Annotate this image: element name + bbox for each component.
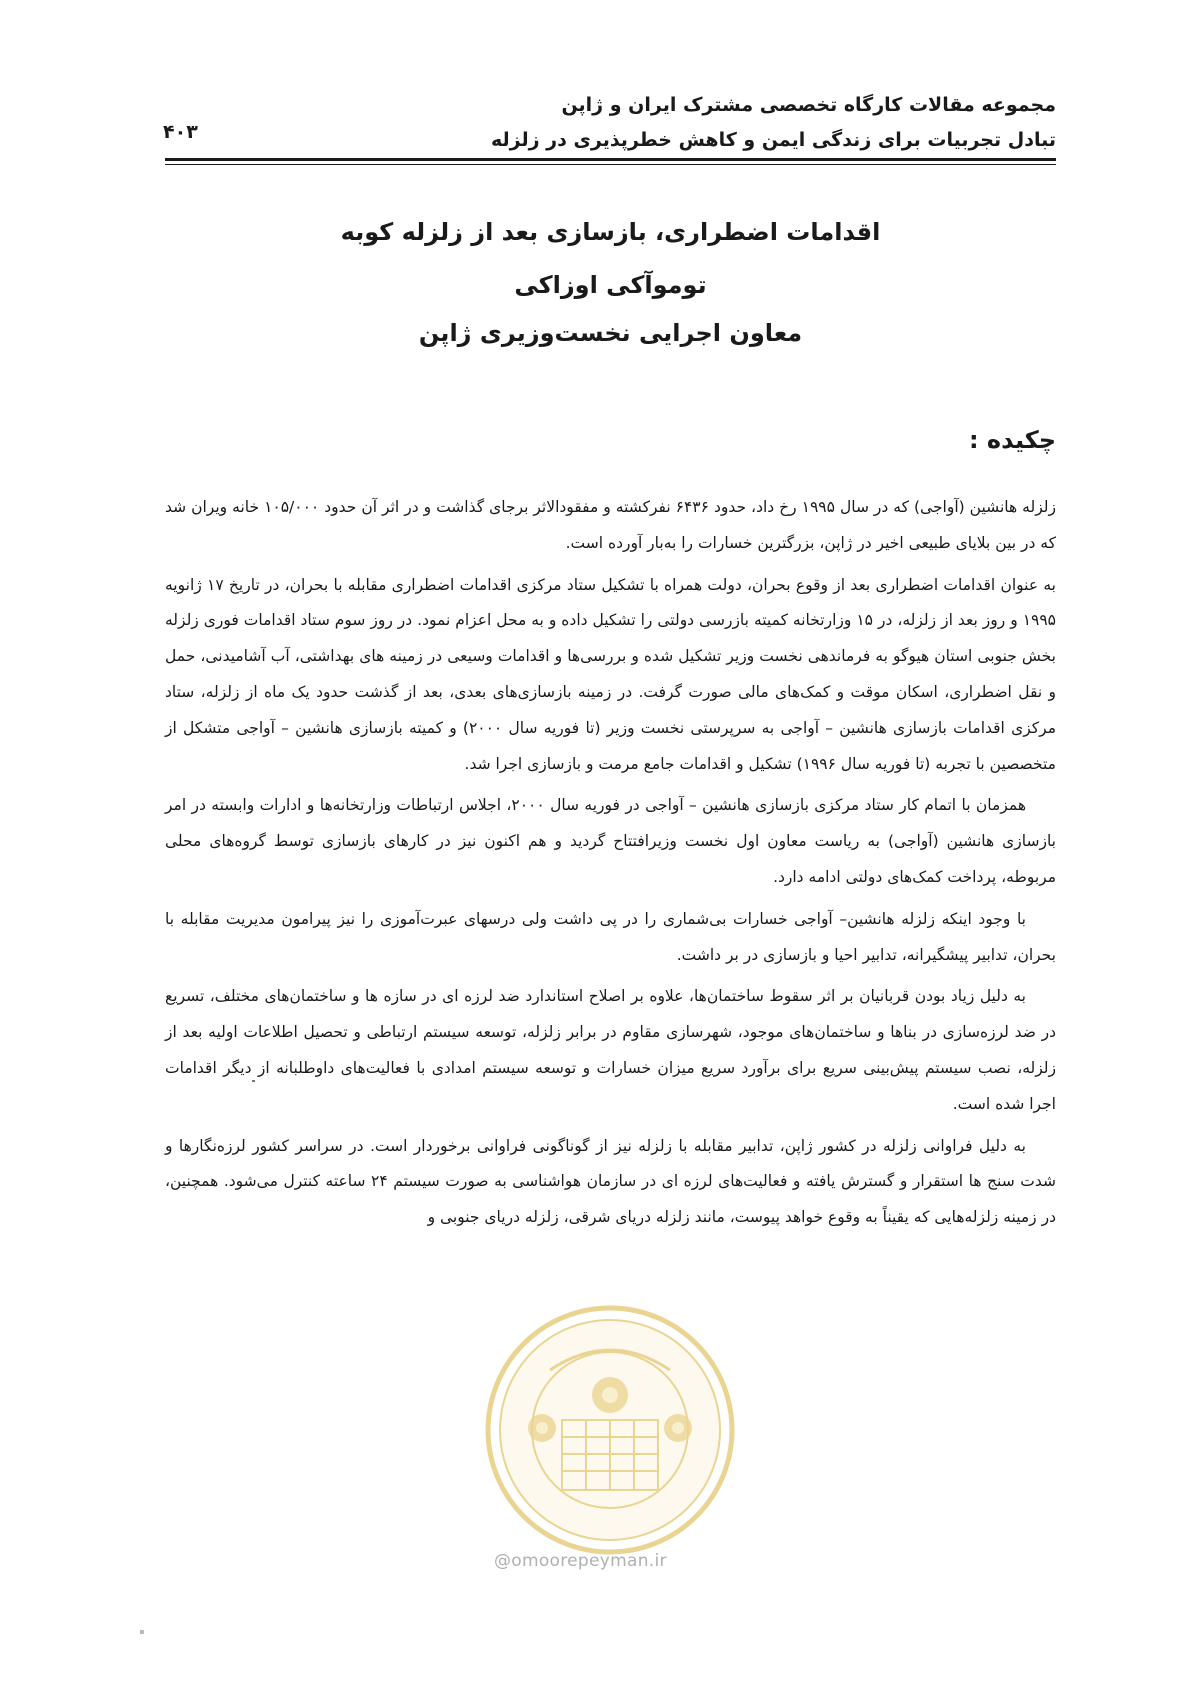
header-rule-thin — [165, 164, 1056, 165]
abstract-paragraph: به دلیل فراوانی زلزله در کشور ژاپن، تدابیر مقابله با زلزله نیز از گوناگونی فراوانی برخوردار است. در سراسر کشور لرزه‌نگارها و شدت سنج ها استقرار و گسترش یافته و فعالیت‌های لرزه ای در سازمان هواشناسی به صورت سیستم ۲۴ ساعته کنترل می‌شود. همچنین، در زمینه زلزله‌هایی که یقیناً به وقوع خواهد پیوست، مانند زلزله دریای شرقی، زلزله دریای جنوبی و — [165, 1136, 1056, 1227]
watermark-caption: @omoorepeyman.ir — [494, 1551, 667, 1571]
scan-edge-mark — [140, 1630, 144, 1634]
abstract-paragraph: زلزله هانشین (آواجی) که در سال ۱۹۹۵ رخ داد، حدود ۶۴۳۶ نفرکشته و مفقودالاثر برجای گذاشت و در اثر آن حدود ۱۰۵/۰۰۰ خانه ویران شد که در بین بلایای طبیعی اخیر در ژاپن، بزرگترین خسارات را به‌بار آورده است. — [165, 498, 1056, 552]
header-title-line-2: تبادل تجربیات برای زندگی ایمن و کاهش خطرپذیری در زلزله — [491, 129, 1056, 151]
abstract-heading: چکیده : — [968, 426, 1056, 454]
watermark-seal-icon — [480, 1300, 740, 1560]
article-title-block — [165, 208, 1056, 357]
page-number: ۴۰۳ — [163, 121, 198, 143]
article-author: توموآکی اوزاکی — [514, 271, 707, 299]
abstract-body — [165, 490, 1056, 1242]
article-title: اقدامات اضطراری، بازسازی بعد از زلزله کوبه — [340, 218, 881, 246]
article-affiliation: معاون اجرایی نخست‌وزیری ژاپن — [418, 319, 803, 347]
header-rule-thick — [165, 158, 1056, 161]
header-title-line-1: مجموعه مقالات کارگاه تخصصی مشترک ایران و ژاپن — [561, 94, 1056, 116]
abstract-paragraph: همزمان با اتمام کار ستاد مرکزی بازسازی هانشین – آواجی در فوریه سال ۲۰۰۰، اجلاس ارتباطات وزارتخانه‌ها و ادارات وابسته در امر بازسازی هانشین (آواجی) به ریاست معاون اول نخست وزیرافتتاح گردید و هم اکنون نیز در کارهای بازسازی توسط گروه‌های محلی مربوطه، پرداخت کمک‌های دولتی ادامه دارد. — [165, 796, 1056, 886]
abstract-paragraph: به دلیل زیاد بودن قربانیان بر اثر سقوط ساختمان‌ها، علاوه بر اصلاح استاندارد ضد لرزه ای در سازه ها و ساختمان‌های مختلف، تسریع در ضد لرزه‌سازی در بناها و ساختمان‌های موجود، شهرسازی مقاوم در برابر زلزله، توسعه سیستم ارتباطی و تحصیل اطلاعات اولیه بعد از زلزله، نصب سیستم پیش‌بینی سریع برای برآورد سریع میزان خسارات و توسعه سیستم امدادی با فعالیت‌های داوطلبانه از دیگر اقدامات اجرا شده است. — [165, 987, 1056, 1113]
abstract-paragraph: به عنوان اقدامات اضطراری بعد از وقوع بحران، دولت همراه با تشکیل ستاد مرکزی اقدامات اضطراری مقابله با بحران، در تاریخ ۱۷ ژانویه ۱۹۹۵ و روز بعد از زلزله، در ۱۵ وزارتخانه کمیته بازرسی دولتی را تشکیل داده و به محل اعزام نمود. در روز سوم ستاد اقدامات فوری زلزله بخش جنوبی استان هیوگو به فرماندهی نخست وزیر تشکیل شده و بررسی‌ها و اقدامات وسیعی در زمینه های بهداشتی، آب آشامیدنی، حمل و نقل اضطراری، اسکان موقت و کمک‌های مالی صورت گرفت. در زمینه بازسازی‌های بعدی، بعد از گذشت حدود یک ماه از زلزله، ستاد مرکزی اقدامات بازسازی هانشین – آواجی به سرپرستی نخست وزیر (تا فوریه سال ۲۰۰۰) و کمیته بازسازی هانشین – آواجی متشکل از متخصصین با تجربه (تا فوریه سال ۱۹۹۶) تشکیل و اقدامات جامع مرمت و بازسازی اجرا شد. — [165, 575, 1056, 773]
running-header — [356, 88, 1056, 158]
abstract-paragraph: با وجود اینکه زلزله هانشین– آواجی خسارات بی‌شماری را در پی داشت ولی درسهای عبرت‌آموزی را نیز پیرامون مدیریت مقابله با بحران، تدابیر پیشگیرانه، تدابیر احیا و بازسازی در بر داشت. — [165, 909, 1056, 964]
stray-dot-mark — [252, 1080, 255, 1082]
